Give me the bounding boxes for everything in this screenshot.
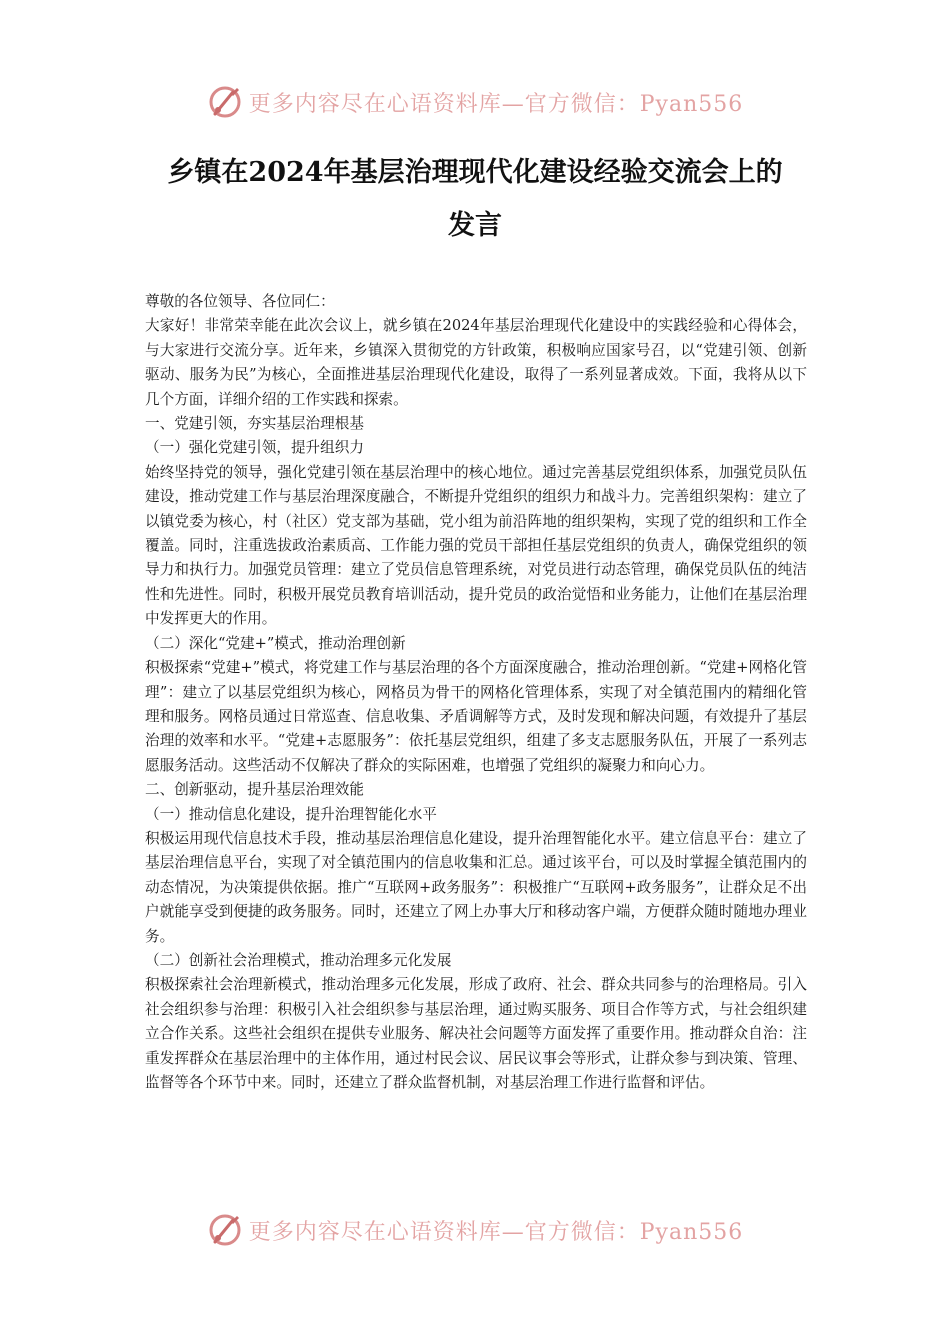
paragraph: 大家好！非常荣幸能在此次会议上，就乡镇在2024年基层治理现代化建设中的实践经验和心得体会，与大家进行交流分享。近年来，乡镇深入贯彻党的方针政策，积极响应国家号召，以“党建引领、创新驱动、服务为民”为核心，全面推进基层治理现代化建设，取得了一系列显著成效。下面，我将从以下几个方面，详细介绍的工作实践和探索。 [145,317,807,408]
section-heading: 二、创新驱动，提升基层治理效能 [145,781,364,799]
watermark-text: 更多内容尽在心语资料库—官方微信：Pyan556 [248,91,744,117]
paragraph: 积极运用现代信息技术手段，推动基层治理信息化建设，提升治理智能化水平。建立信息平台：建立了基层治理信息平台，实现了对全镇范围内的信息收集和汇总。通过该平台，可以及时掌握全镇范围内的动态情况，为决策提供依据。推广“互联网+政务服务”：积极推广“互联网+政务服务”，让群众足不出户就能享受到便捷的政务服务。同时，还建立了网上办事大厅和移动客户端，方便群众随时随地办理业务。 [145,829,807,945]
subsection-heading: （一）推动信息化建设，提升治理智能化水平 [145,805,437,823]
title-line-2: 发言 [448,210,502,241]
paragraph: 积极探索社会治理新模式，推动治理多元化发展，形成了政府、社会、群众共同参与的治理格局。引入社会组织参与治理：积极引入社会组织参与基层治理，通过购买服务、项目合作等方式，与社会组织建立合作关系。这些社会组织在提供专业服务、解决社会问题等方面发挥了重要作用。推动群众自治：注重发挥群众在基层治理中的主体作用，通过村民会议、居民议事会等形式，让群众参与到决策、管理、监督等各个环节中来。同时，还建立了群众监督机制，对基层治理工作进行监督和评估。 [145,976,807,1091]
paragraph: 积极探索“党建+”模式，将党建工作与基层治理的各个方面深度融合，推动治理创新。“党建+网格化管理”：建立了以基层党组织为核心，网格员为骨干的网格化管理体系，实现了对全镇范围内的精细化管理和服务。网格员通过日常巡查、信息收集、矛盾调解等方式，及时发现和解决问题，有效提升了基层治理的效率和水平。“党建+志愿服务”：依托基层党组织，组建了多支志愿服务队伍，开展了一系列志愿服务活动。这些活动不仅解决了群众的实际困难，也增强了党组织的凝聚力和向心力。 [145,659,807,774]
paragraph: 始终坚持党的领导，强化党建引领在基层治理中的核心地位。通过完善基层党组织体系，加强党员队伍建设，推动党建工作与基层治理深度融合，不断提升党组织的组织力和战斗力。完善组织架构：建立了以镇党委为核心，村（社区）党支部为基础，党小组为前沿阵地的组织架构，实现了党的组织和工作全覆盖。同时，注重选拔政治素质高、工作能力强的党员干部担任基层党组织的负责人，确保党组织的领导力和执行力。加强党员管理：建立了党员信息管理系统，对党员进行动态管理，确保党员队伍的纯洁性和先进性。同时，积极开展党员教育培训活动，提升党员的政治觉悟和业务能力，让他们在基层治理中发挥更大的作用。 [145,463,807,628]
document-body [145,290,807,1095]
subsection-heading: （一）强化党建引领，提升组织力 [145,439,364,457]
watermark-footer [0,1208,950,1252]
title-line-1: 乡镇在2024年基层治理现代化建设经验交流会上的 [167,157,783,188]
salutation: 尊敬的各位领导、各位同仁： [145,293,335,310]
section-heading: 一、党建引领，夯实基层治理根基 [145,415,364,433]
watermark-header [0,80,950,124]
brush-logo-icon [207,84,243,120]
subsection-heading: （二）深化“党建+”模式，推动治理创新 [145,634,406,652]
watermark-text: 更多内容尽在心语资料库—官方微信：Pyan556 [248,1219,744,1245]
brush-logo-icon [207,1212,243,1248]
document-title [110,146,840,252]
subsection-heading: （二）创新社会治理模式，推动治理多元化发展 [145,951,452,969]
